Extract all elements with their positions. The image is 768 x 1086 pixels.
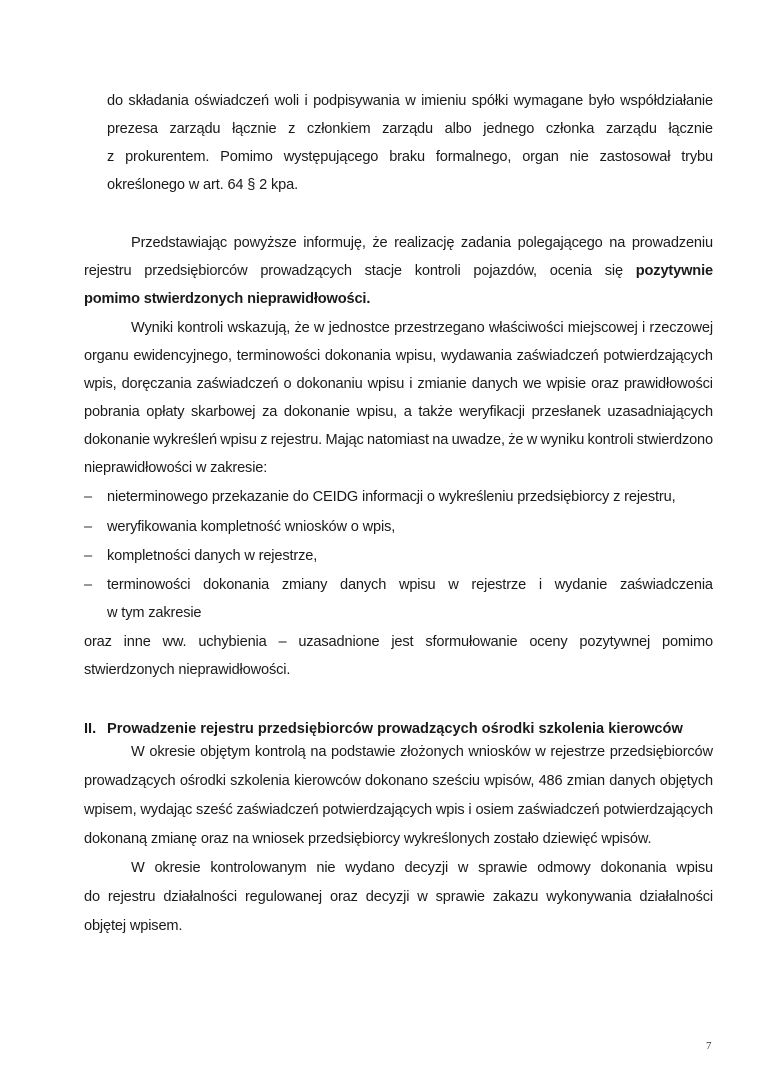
text-line: określonego w art. 64 § 2 kpa. [107,177,299,193]
list-item-continuation: w tym zakresie [107,605,202,621]
text-line: nieprawidłowości w zakresie: [84,460,268,476]
dash-bullet-icon: – [84,519,93,535]
dash-bullet-icon: – [84,577,93,593]
text-line: do rejestru działalności regulowanej oraz decyzji w sprawie zakazu wykonywania działalności [84,889,713,905]
text-line: z prokurentem. Pomimo występującego braku formalnego, organ nie zastosował trybu [107,149,713,165]
text-line: Wyniki kontroli wskazują, że w jednostce przestrzegano właściwości miejscowej i rzeczowej [131,320,713,336]
page-number: 7 [706,1040,712,1052]
text-line: dokonaną zmianę oraz na wniosek przedsiębiorcy wykreślonych zostało dziewięć wpisów. [84,831,652,847]
text-line: prezesa zarządu łącznie z członkiem zarządu albo jednego członka zarządu łącznie [107,121,713,137]
text-line: do składania oświadczeń woli i podpisywania w imieniu spółki wymagane było współdziałanie [107,93,713,109]
list-item: kompletności danych w rejestrze, [107,548,318,564]
text-line: oraz inne ww. uchybienia – uzasadnione jest sformułowanie oceny pozytywnej pomimo [84,634,713,650]
text-line: dokonanie wykreśleń wpisu z rejestru. Mając natomiast na uwadze, że w wyniku kontroli stwierdzono [84,432,713,448]
section-title: Prowadzenie rejestru przedsiębiorców prowadzących ośrodki szkolenia kierowców [107,721,683,737]
text-line: pobrania opłaty skarbowej za dokonanie wpisu, a także weryfikacji przesłanek uzasadniających [84,404,713,420]
text-line: wpis, doręczania zaświadczeń o dokonaniu wpisu i zmianie danych we wpisie oraz prawidłowości [84,376,713,392]
list-item: terminowości dokonania zmiany danych wpisu w rejestrze i wydanie zaświadczenia [107,577,713,593]
section-number: II. [84,721,97,737]
text-line: wpisem, wydając sześć zaświadczeń potwierdzających wpis i osiem zaświadczeń potwierdzających [84,802,713,818]
text-line: Przedstawiając powyższe informuję, że realizację zadania polegającego na prowadzeniu [131,235,713,251]
assessment-bold-text: pomimo stwierdzonych nieprawidłowości. [84,291,371,307]
dash-bullet-icon: – [84,548,93,564]
list-item: nieterminowego przekazanie do CEIDG informacji o wykreśleniu przedsiębiorcy z rejestru, [107,489,676,505]
dash-bullet-icon: – [84,489,93,505]
text-line: objętej wpisem. [84,918,183,934]
text-line: organu ewidencyjnego, terminowości dokonania wpisu, wydawania zaświadczeń potwierdzających [84,348,713,364]
text-line: rejestru przedsiębiorców prowadzących stacje kontroli pojazdów, ocenia się pozytywnie [84,263,713,279]
list-item: weryfikowania kompletność wniosków o wpis, [107,519,396,535]
text-line: stwierdzonych nieprawidłowości. [84,662,291,678]
text-line: W okresie kontrolowanym nie wydano decyzji w sprawie odmowy dokonania wpisu [131,860,713,876]
text-line: W okresie objętym kontrolą na podstawie złożonych wniosków w rejestrze przedsiębiorców [131,744,713,760]
text-line: prowadzących ośrodki szkolenia kierowców dokonano sześciu wpisów, 486 zmian danych objętych [84,773,713,789]
